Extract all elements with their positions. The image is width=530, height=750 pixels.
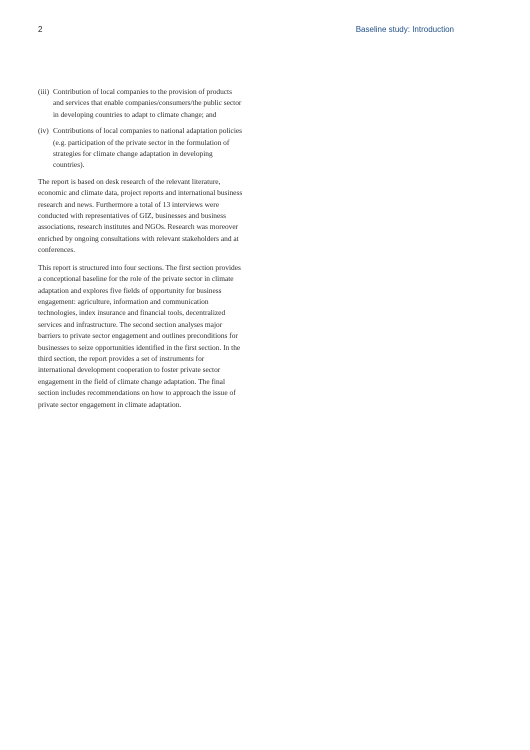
paragraph-structure: This report is structured into four sections. The first section provides a conceptional baseline for the role of the private sector in climate adaptation and explores five fields of opportunity for business engagement: agriculture, information and communication technologies, index insurance and financial tools, decentralized services and infrastructure. The second section analyses major barriers to private sector engagement and outlines preconditions for businesses to seize opportunities identified in the first section. In the third section, the report provides a set of instruments for international development cooperation to foster private sector engagement in the field of climate change adaptation. The final section includes recommendations on how to approach the issue of private sector engagement in climate adaptation. [38,262,241,409]
list-marker: (iv) [38,126,49,136]
page-number: 2 [38,25,43,34]
body-text [38,86,243,416]
paragraph-methodology: The report is based on desk research of the relevant literature, economic and climate data, project reports and international business research and news. Furthermore a total of 13 interviews were conducted with representatives of GIZ, businesses and business associations, research institutes and NGOs. Research was moreover enriched by ongoing consultations with relevant stakeholders and at conferences. [38,176,243,255]
list-text: Contribution of local companies to the provision of products and services that enable companies/consumers/the public sector in developing countries to adapt to climate change; and [53,87,242,119]
running-head: Baseline study: Introduction [355,25,454,34]
list-item [38,86,243,120]
list-item [38,125,243,171]
list-text: Contributions of local companies to national adaptation policies (e.g. participation of the private sector in the formulation of strategies for climate change adaptation in developing countries). [53,126,243,170]
list-marker: (iii) [38,87,50,96]
